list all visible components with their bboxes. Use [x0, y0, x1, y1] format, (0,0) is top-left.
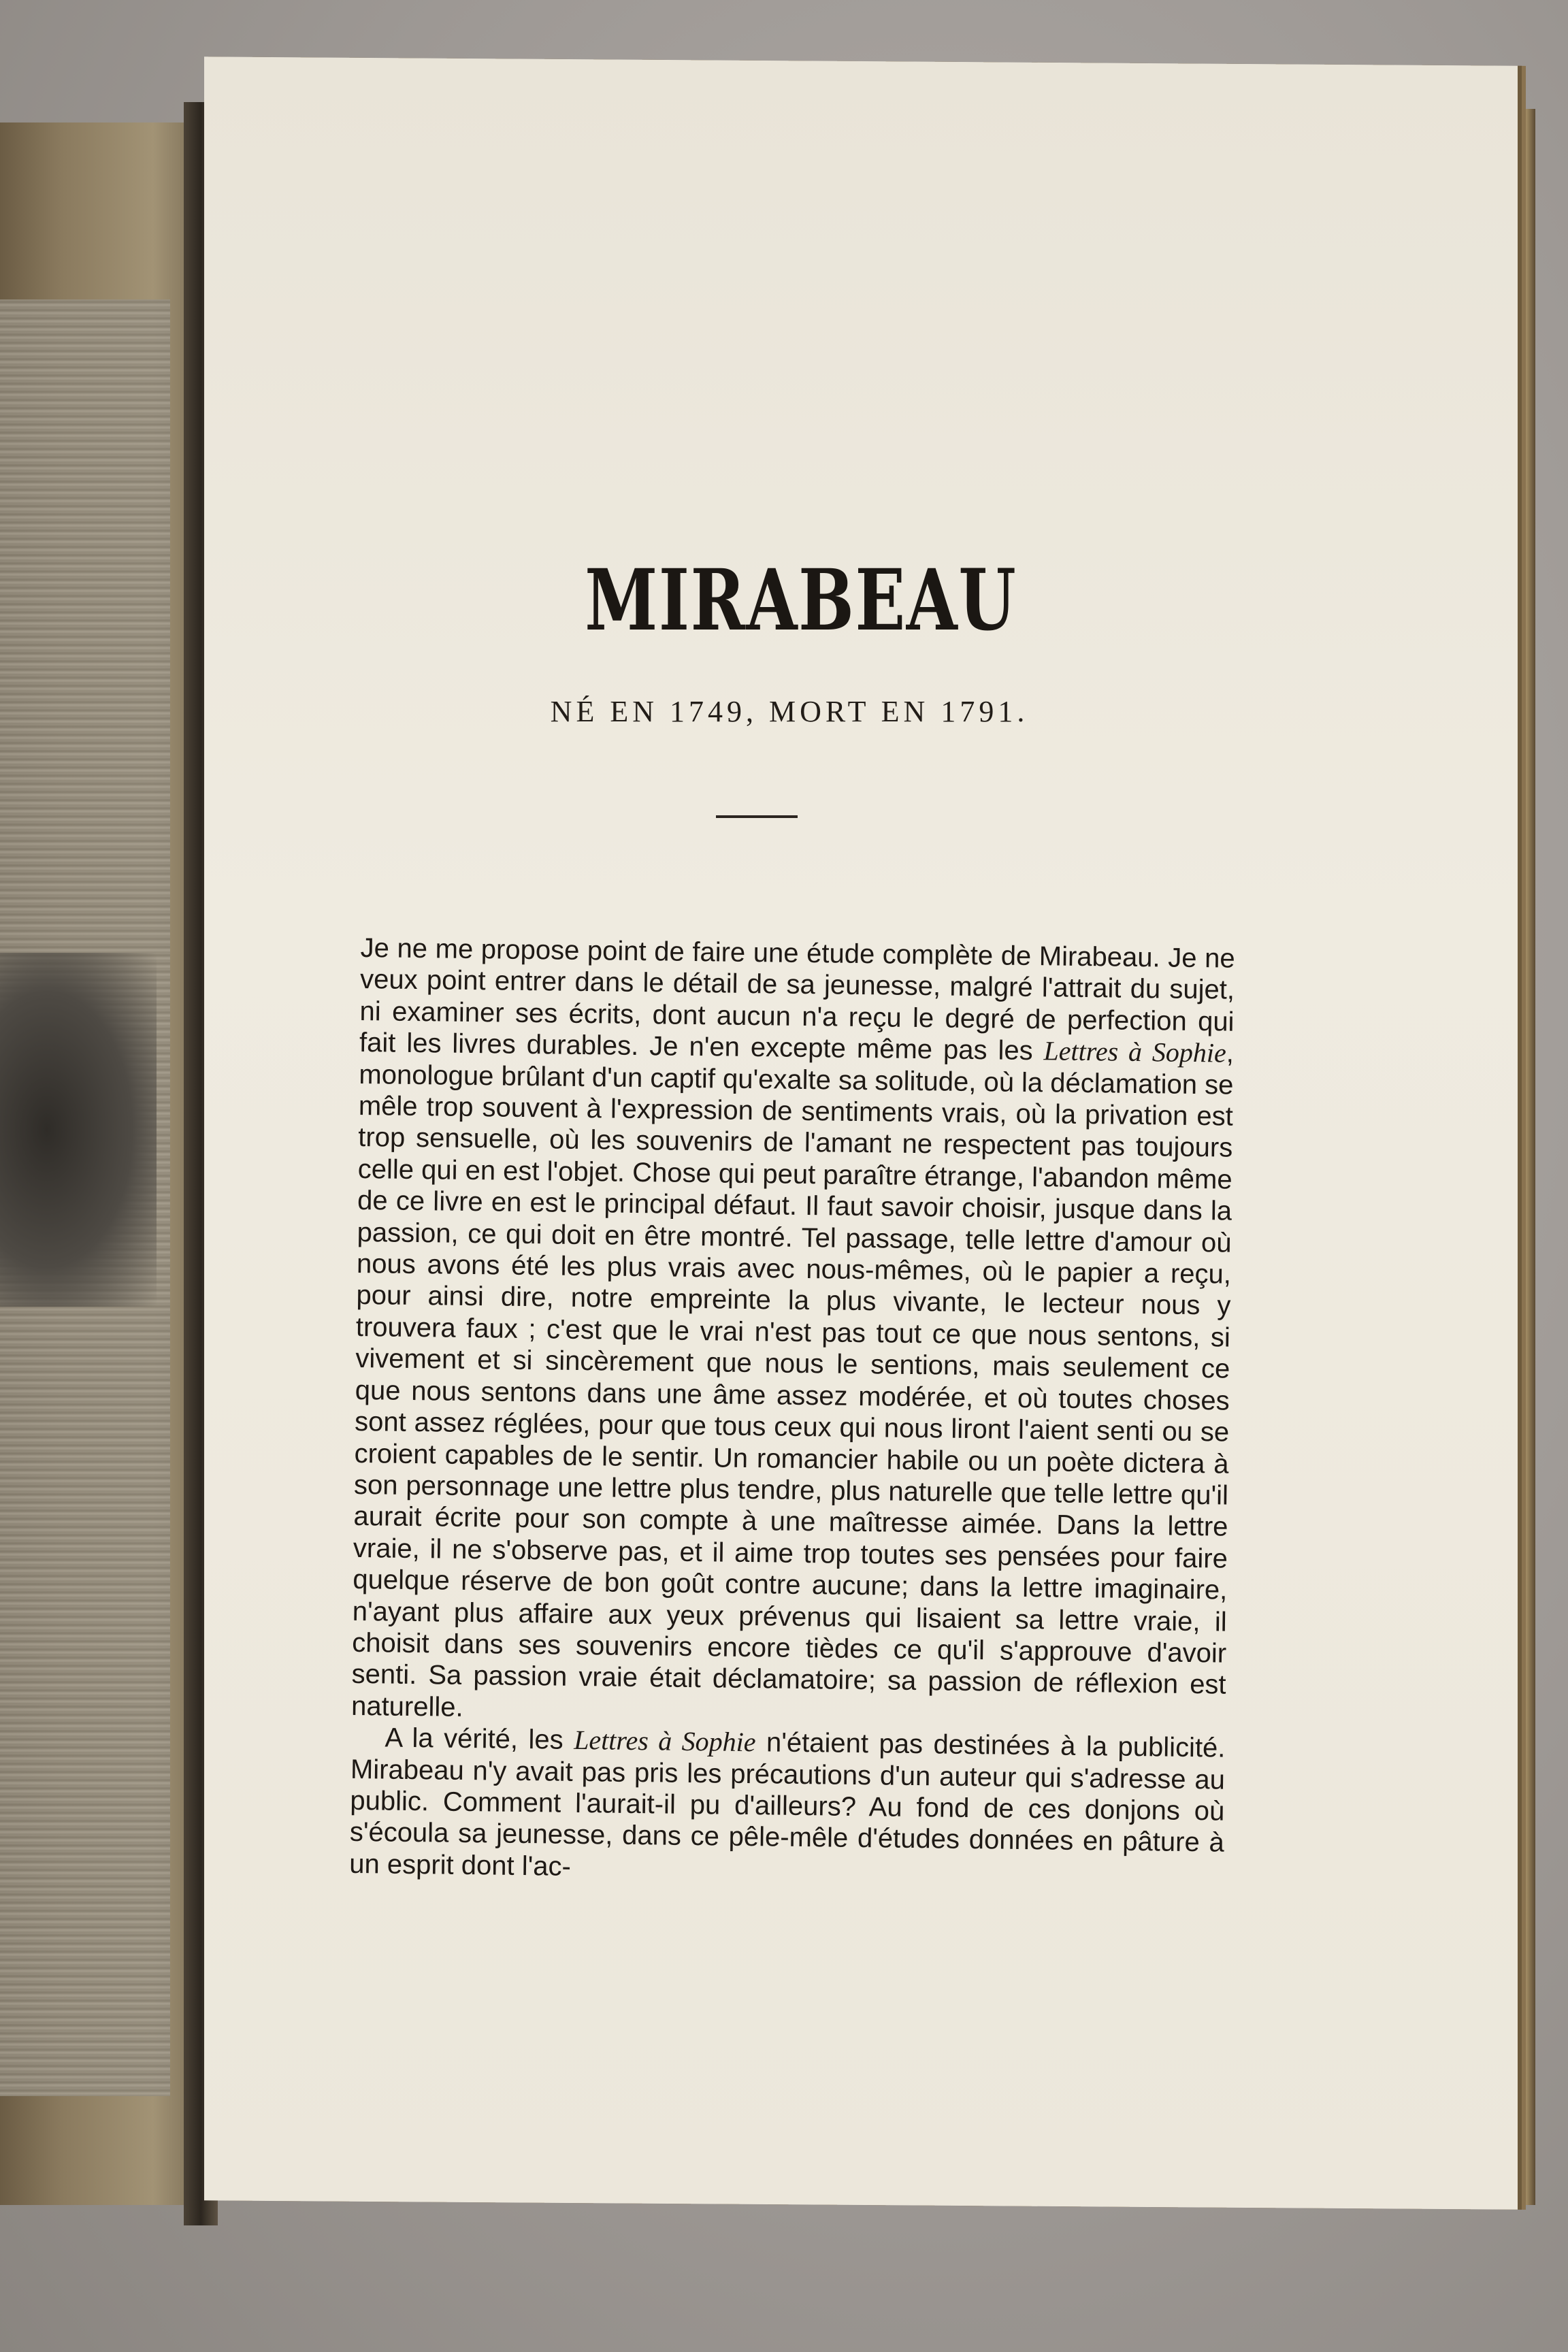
page-title: MIRABEAU: [585, 551, 1017, 650]
page-edge: [1518, 109, 1535, 2205]
paragraph-2: [349, 1722, 1226, 1891]
paragraph-1-text-b: , monologue brûlant d'un captif qu'exalte sa solitude, où la déclamation se mêle trop souvent à l'expression de sentiments vrais, où la privation est trop sensuelle, où les souvenirs de l'amant ne respectent pas toujours celle qui en est l'objet. Chose qui peut paraître étrange, l'abandon même de ce livre en est le principal défaut. Il faut savoir choisir, jusque dans la passion, ce qui doit en être montré. Tel passage, telle lettre d'amour où nous avons été les plus vrais avec nous-mêmes, où le papier a reçu, pour ainsi dire, notre empreinte la plus vivante, le lecteur nous y trouvera faux ; c'est que le vrai n'est pas tout ce que nous sentons, si vivement et si sincèrement que nous le sentions, mais seulement ce que nous sentons dans une âme assez modérée, et où toutes choses sont assez réglées, pour que tous ceux qui nous liront l'aient senti ou se croient capables de le sentir. Un romancier habile ou un poète dictera à son personnage une lettre plus tendre, plus naturelle que telle lettre qu'il aurait écrite pour son compte à une maîtresse aimée. Dans la lettre vraie, il ne s'observe pas, et il aime trop toutes ses pensées pour faire quelque réserve de bon goût contre aucune; dans la lettre imaginaire, n'ayant plus affaire aux yeux prévenus qui lisaient sa lettre vraie, il choisit dans ses souvenirs encore tièdes ce qu'il s'approuve d'avoir senti. Sa passion vraie était déclamatoire; sa passion de réflexion est naturelle.: [350, 1038, 1235, 1722]
paragraph-1-text-a: Je ne me propose point de faire une étude complète de Mirabeau. Je ne veux point entrer dans le détail de sa jeunesse, malgré l'attrait du sujet, ni examiner ses écrits, dont aucun n'a reçu le degré de perfection qui fait les livres durables. Je n'en excepte même pas les: [359, 932, 1235, 1066]
paragraph-1: [351, 932, 1235, 1733]
paragraph-2-italic: Lettres à Sophie: [573, 1725, 756, 1758]
body-text: [349, 932, 1235, 1891]
paragraph-1-italic: Lettres à Sophie: [1043, 1035, 1227, 1068]
paragraph-2-text-a: A la vérité, les: [385, 1722, 574, 1756]
page-subtitle: NÉ EN 1749, MORT EN 1791.: [550, 695, 1029, 728]
title-rule: [716, 815, 798, 818]
engraving-shadow: [0, 953, 157, 1307]
paragraph-2-text-b: n'étaient pas destinées à la publicité. Mirabeau n'y avait pas pris les précautions d'un auteur qui s'adresse au public. Comment l'aurait-il pu d'ailleurs? Au fond de ces donjons où s'écoula sa jeunesse, dans ce pêle-mêle d'études données en pâture à un esprit dont l'ac-: [349, 1727, 1226, 1882]
